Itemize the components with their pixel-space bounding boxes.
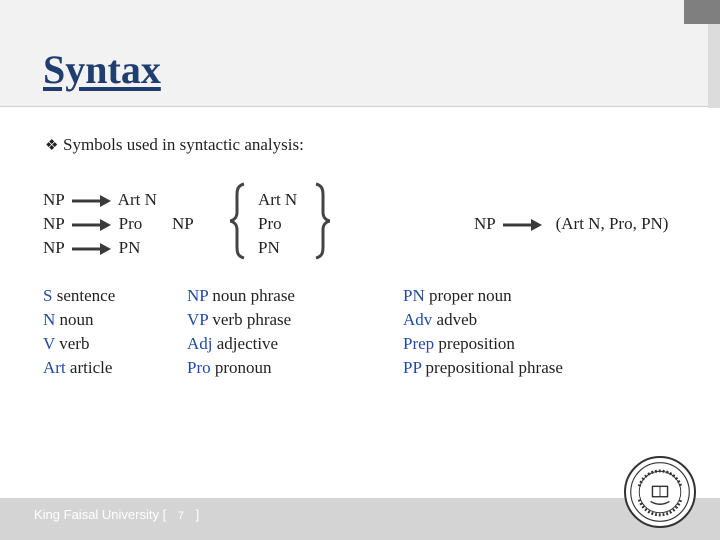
glossary-entry bbox=[403, 332, 563, 356]
footer-page-close: ] bbox=[195, 507, 200, 522]
glossary-abbr: V bbox=[43, 334, 55, 353]
rule-row bbox=[43, 212, 157, 236]
glossary-entry bbox=[43, 332, 115, 356]
glossary-column-3 bbox=[403, 284, 563, 380]
glossary-abbr: Art bbox=[43, 358, 66, 377]
glossary-def: noun phrase bbox=[212, 286, 295, 305]
arrow-icon bbox=[71, 219, 111, 231]
glossary-abbr: NP bbox=[187, 286, 209, 305]
glossary-abbr: Adv bbox=[403, 310, 433, 329]
rule-row bbox=[43, 188, 157, 212]
rule-rhs: PN bbox=[118, 238, 141, 257]
arrow-icon bbox=[71, 195, 111, 207]
paren-rule bbox=[474, 212, 668, 236]
glossary-entry bbox=[403, 356, 563, 380]
rule-row bbox=[43, 236, 157, 260]
page-number: 7 bbox=[177, 510, 184, 522]
glossary-entry bbox=[43, 284, 115, 308]
bullet-line bbox=[45, 135, 304, 155]
glossary-abbr: Prep bbox=[403, 334, 435, 353]
header-divider bbox=[0, 106, 708, 107]
glossary-def: pronoun bbox=[214, 358, 272, 377]
brace-option: PN bbox=[258, 238, 280, 257]
glossary-entry bbox=[403, 284, 563, 308]
glossary-def: adjective bbox=[216, 334, 279, 353]
glossary-def: adveb bbox=[436, 310, 478, 329]
glossary-column-2 bbox=[187, 284, 295, 380]
glossary-entry bbox=[403, 308, 563, 332]
glossary-def: sentence bbox=[56, 286, 116, 305]
brace-option: Art N bbox=[258, 190, 298, 209]
rule-rhs: Pro bbox=[118, 214, 143, 233]
rule-rhs: Art N bbox=[117, 190, 157, 209]
arrow-icon bbox=[502, 219, 542, 231]
glossary-entry bbox=[187, 308, 295, 332]
rule-lhs: NP bbox=[43, 190, 65, 209]
glossary-abbr: PN bbox=[403, 286, 425, 305]
rule-lhs: NP bbox=[43, 238, 65, 257]
glossary-def: preposition bbox=[438, 334, 515, 353]
glossary-entry bbox=[187, 284, 295, 308]
arrow-icon bbox=[71, 243, 111, 255]
paren-rule-rhs: (Art N, Pro, PN) bbox=[555, 214, 669, 233]
glossary-entry bbox=[43, 308, 115, 332]
glossary-abbr: N bbox=[43, 310, 56, 329]
glossary-def: verb phrase bbox=[212, 310, 292, 329]
university-seal-icon bbox=[624, 456, 696, 528]
footer-page-open: [ bbox=[162, 507, 167, 522]
glossary-def: prepositional phrase bbox=[425, 358, 563, 377]
glossary-abbr: VP bbox=[187, 310, 209, 329]
glossary-abbr: Pro bbox=[187, 358, 211, 377]
bullet-text: Symbols used in syntactic analysis: bbox=[63, 135, 304, 154]
glossary-entry bbox=[43, 356, 115, 380]
glossary-def: proper noun bbox=[428, 286, 512, 305]
slide-title: Syntax bbox=[43, 47, 161, 92]
corner-accent-block bbox=[684, 0, 720, 24]
glossary-def: verb bbox=[59, 334, 90, 353]
glossary-abbr: Adj bbox=[187, 334, 213, 353]
diamond-bullet-icon: ❖ bbox=[45, 137, 59, 154]
footer bbox=[34, 507, 199, 522]
footer-institution: King Faisal University bbox=[34, 507, 159, 522]
glossary-def: article bbox=[69, 358, 113, 377]
brace-rule-lhs: NP bbox=[172, 214, 194, 233]
brace-option: Pro bbox=[258, 214, 282, 233]
glossary-entry bbox=[187, 332, 295, 356]
paren-rule-lhs: NP bbox=[474, 214, 496, 233]
brace-rule-options bbox=[258, 188, 297, 260]
glossary-def: noun bbox=[59, 310, 94, 329]
rewrite-rules bbox=[43, 188, 157, 260]
rule-lhs: NP bbox=[43, 214, 65, 233]
glossary-entry bbox=[187, 356, 295, 380]
glossary-column-1 bbox=[43, 284, 115, 380]
glossary-abbr: PP bbox=[403, 358, 422, 377]
glossary-abbr: S bbox=[43, 286, 53, 305]
